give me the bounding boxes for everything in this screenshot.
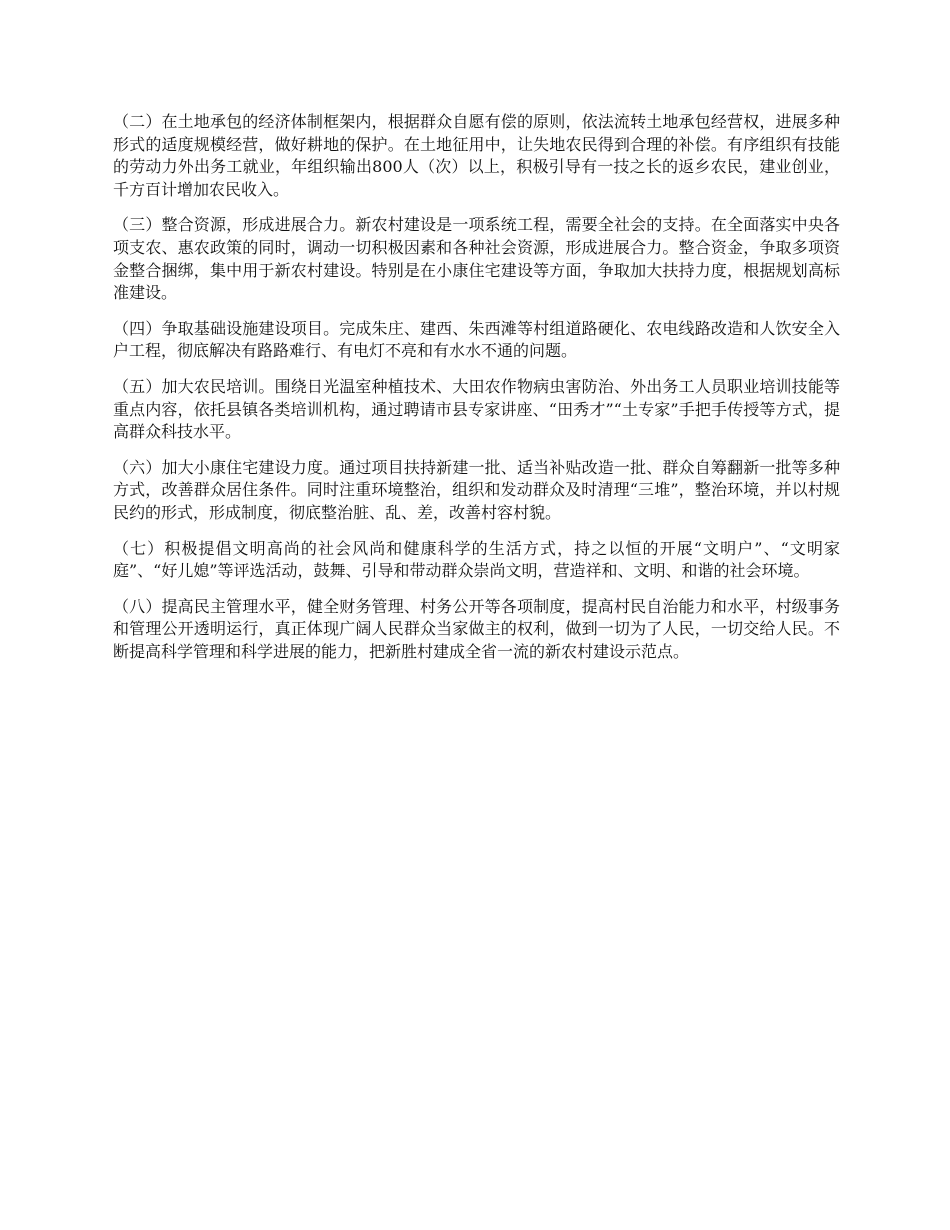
paragraph-6: （六）加大小康住宅建设力度。通过项目扶持新建一批、适当补贴改造一批、群众自筹翻新一批等多种方式，改善群众居住条件。同时注重环境整治，组织和发动群众及时清理“三堆”，整治环境，并以村规民约的形式，形成制度，彻底整治脏、乱、差，改善村容村貌。 (113, 457, 840, 522)
paragraph-2: （二）在土地承包的经济体制框架内，根据群众自愿有偿的原则，依法流转土地承包经营权，进展多种形式的适度规模经营，做好耕地的保护。在土地征用中，让失地农民得到合理的补偿。有序组织有技能的劳动力外出务工就业，年组织输出800人（次）以上，积极引导有一技之长的返乡农民，建业创业，千方百计增加农民收入。 (113, 112, 840, 199)
document-body (113, 111, 840, 676)
paragraph-7: （七）积极提倡文明高尚的社会风尚和健康科学的生活方式，持之以恒的开展“文明户”、“文明家庭”、“好儿媳”等评选活动，鼓舞、引导和带动群众崇尚文明，营造祥和、文明、和谐的社会环境。 (113, 538, 840, 581)
paragraph-5: （五）加大农民培训。围绕日光温室种植技术、大田农作物病虫害防治、外出务工人员职业培训技能等重点内容，依托县镇各类培训机构，通过聘请市县专家讲座、“田秀才”“土专家”手把手传授等方式，提高群众科技水平。 (113, 376, 840, 442)
paragraph-8: （八）提高民主管理水平，健全财务管理、村务公开等各项制度，提高村民自治能力和水平，村级事务和管理公开透明运行，真正体现广阔人民群众当家做主的权利，做到一切为了人民，一切交给人民。不断提高科学管理和科学进展的能力，把新胜村建成全省一流的新农村建设示范点。 (113, 596, 840, 661)
paragraph-4: （四）争取基础设施建设项目。完成朱庄、建西、朱西滩等村组道路硬化、农电线路改造和人饮安全入户工程，彻底解决有路路难行、有电灯不亮和有水水不通的问题。 (113, 318, 840, 361)
paragraph-3: （三）整合资源，形成进展合力。新农村建设是一项系统工程，需要全社会的支持。在全面落实中央各项支农、惠农政策的同时，调动一切积极因素和各种社会资源，形成进展合力。整合资金，争取多项资金整合捆绑，集中用于新农村建设。特别是在小康住宅建设等方面，争取加大扶持力度，根据规划高标准建设。 (113, 215, 840, 303)
